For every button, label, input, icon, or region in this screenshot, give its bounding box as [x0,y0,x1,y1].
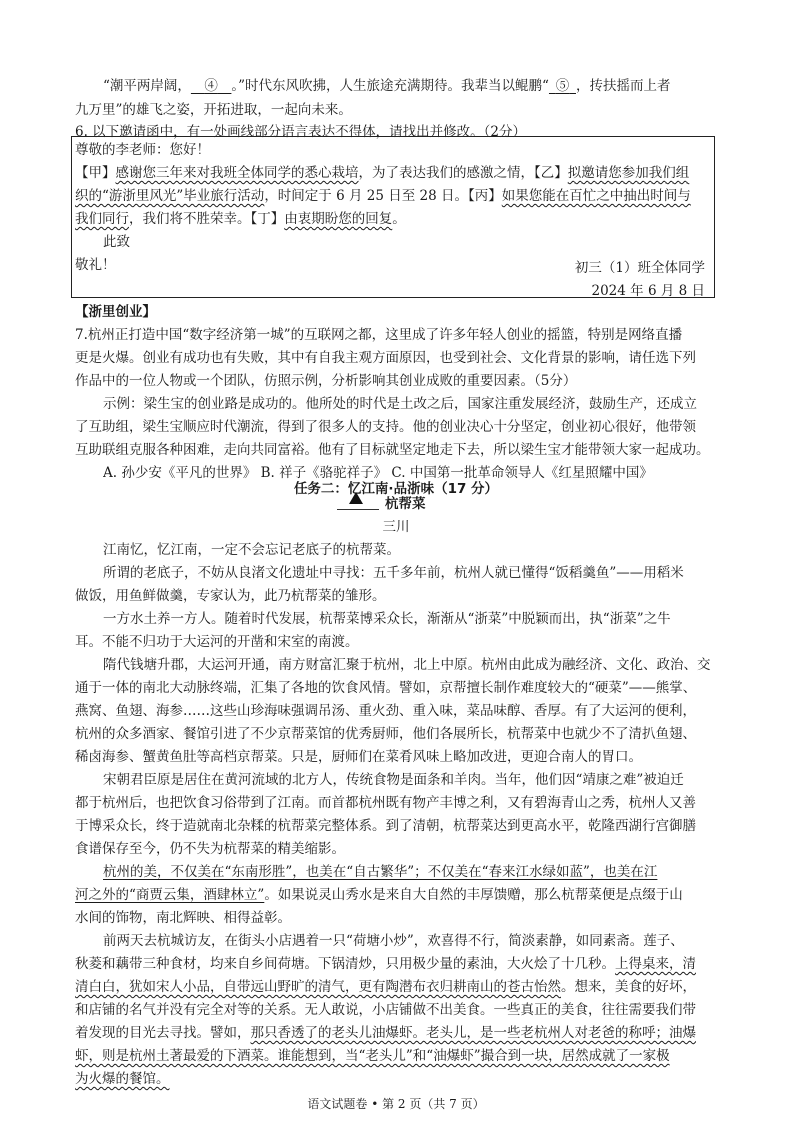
letter-closing-1: 此致 [103,234,130,250]
underlined-bing-cont: 我们同行 [75,211,129,227]
para-5-line-2: 都于杭州后，也把饮食习俗带到了江南。而首都杭州既有物产丰博之利，又有碧海青山之秀，杭州人又善 [75,795,696,811]
marker-jia: 【甲】 [75,165,116,181]
text-span: 。想来，美食的好坏， [561,979,696,995]
wavy-underlined-sentence: 上得桌来，清 [615,956,696,972]
q7-options: A. 孙少安《平凡的世界》 B. 祥子《骆驼祥子》 C. 中国第一批革命领导人《红星照耀中国》 [103,465,653,481]
text-span: 。如果说灵山秀水是来自大自然的丰厚馈赠，那么杭帮菜便是点缀于山 [264,887,683,903]
para-6-line-3: 水间的饰物，南北辉映、相得益彰。 [75,910,291,926]
para-4-line-5: 稀卤海参、蟹黄鱼肚等高档京帮菜。只是，厨师们在菜肴风味上略加改进，更迎合南人的胃口。 [75,749,642,765]
text-span: 秋菱和藕带三种食材，均来自乡间荷塘。下锅清炒，只用极少量的素油，大火烩了十几秒。 [75,956,615,972]
para-4-line-3: 燕窝、鱼翅、海参……这些山珍海味强调吊汤、重火劲、重入味，菜品味醇、香厚。有了大运河的便利， [75,703,696,719]
task2-title: 任务二：忆江南·品浙味（17 分） [293,481,499,497]
para-7-line-1: 前两天去杭城访友，在街头小店遇着一只“荷塘小炒”，欢喜得不行，简淡素静，如同素斋。莲子、 [103,933,684,949]
q7-line-3: 作品中的一位人物或一个团队，仿照示例，分析影响其创业成败的重要因素。（5分） [75,373,577,389]
q7-line-2: 更是火爆。创业有成功也有失败，其中有自我主观方面原因，也受到社会、文化背景的影响，请任选下列 [75,350,696,366]
underlined-jia: 感谢您三年来对我班全体同学的悉心栽培 [115,165,359,181]
section-header: 【浙里创业】 [75,304,156,320]
text-span: 。”时代东风吹拂，人生旅途充满期待。我辈当以鲲鹏“ [231,78,549,94]
para-7-line-4: 和店铺的名气并没有完全对等的关系。无人敢说，小店铺做不出美食。一些真正的美食，往往需要我们带 [75,1002,696,1018]
letter-date: 2024 年 6 月 8 日 [591,283,705,299]
marker-bing: 【丙】 [468,188,502,204]
q6-prompt: 6. 以下邀请函中，有一处画线部分语言表达不得体，请找出并修改。（2分） [75,124,527,140]
para-7-line-7 [75,1066,715,1092]
para-2-line-2: 做饭，用鱼鲜做羹，专家认为，此乃杭帮菜的雏形。 [75,588,386,604]
text-span: ，我们将不胜荣幸。 [129,211,251,227]
q5-line-1 [103,73,715,99]
title-blank-triangle-icon [349,492,363,504]
q7-example-2: 了互助组，梁生宝顺应时代潮流，得到了很多人的支持。他的创业决心十分坚定，创业初心很好，他带领 [75,419,696,435]
page-footer: 语文试题卷 • 第 2 页（共 7 页） [307,1097,485,1111]
article-author: 三川 [382,519,410,535]
wavy-underlined-passage-cont: 虾，则是杭州土著最爱的下酒菜。谁能想到，当“老头儿”和“油爆虾”撮合到一块，居然成就了一家极 [75,1048,670,1064]
para-1: 江南忆，忆江南，一定不会忘记老底子的杭帮菜。 [103,542,400,558]
article-title: 杭帮菜 [385,496,426,512]
text-span: “潮平两岸阔， [103,78,191,94]
underlined-sentence-cont: 河之外的“商贾云集，酒肆林立” [75,887,265,903]
marker-yi: 【乙】 [534,165,568,181]
blank-5-number: ⑤ [555,78,570,94]
title-blank-rule [337,509,379,510]
para-4-line-4: 杭州的众多酒家、餐馆引进了不少京帮菜馆的优秀厨师，他们各展所长，杭帮菜中也就少不了清扒鱼翅、 [75,726,696,742]
para-5-line-1: 宋朝君臣原是居住在黄河流域的北方人，传统食物是面条和羊肉。当年，他们因“靖康之难”被迫迁 [103,772,684,788]
q7-example-3: 互助联组克服各种困难，走向共同富裕。他有了目标就坚定地走下去，所以梁生宝才能带领大家一起成功。 [75,442,710,458]
underlined-yi-cont: 织的“游浙里风光”毕业旅行活动 [75,188,265,204]
blank-4-number: ④ [204,78,218,94]
text-span: ，为了表达我们的感激之情， [358,165,534,181]
letter-closing-2: 敬礼！ [75,257,116,273]
para-5-line-4: 食谱保存至今，仍不失为杭帮菜的精美缩影。 [75,841,345,857]
underlined-bing: 如果您能在百忙之中抽出时间与 [501,188,691,204]
para-3-line-1: 一方水土养一方人。随着时代发展，杭帮菜博采众长，渐渐从“浙菜”中脱颖而出，执“浙菜”之牛 [103,611,671,627]
letter-salutation: 尊敬的李老师：您好！ [75,142,210,158]
marker-ding: 【丁】 [250,211,285,227]
wavy-underlined-passage: 那只香透了的老头儿油爆虾。老头儿，是一些老杭州人对老爸的称呼；油爆 [250,1025,696,1041]
wavy-underlined-passage-end: 为火爆的餐馆。 [75,1071,170,1087]
para-5-line-3: 于博采众长，终于造就南北杂糅的杭帮菜完整体系。到了清朝，杭帮菜达到更高水平，乾隆西湖行宫御膳 [75,818,696,834]
para-3-line-2: 耳。不能不归功于大运河的开凿和宋室的南渡。 [75,634,359,650]
underlined-ding: 由衷期盼您的回复 [284,211,393,227]
text-span: 。 [392,211,406,227]
text-span: ，抟扶摇而上者 [575,78,671,94]
para-2-line-1: 所谓的老底子，不妨从良渚文化遗址中寻找：五千多年前，杭州人就已懂得“饭稻羹鱼”——用稻米 [103,565,684,581]
q7-example-1: 示例：梁生宝的创业路是成功的。他所处的时代是土改之后，国家注重发展经济，鼓励生产，还成立 [103,396,697,412]
underlined-yi: 拟邀请您参加我们组 [567,165,690,181]
wavy-underlined-sentence-cont: 清白白，犹如宋人小品，自带远山野旷的清气，更有陶潜布衣归耕南山的苍古怡然 [75,979,561,995]
letter-sender: 初三（1）班全体同学 [574,260,705,276]
q5-line-2: 九万里”的雄飞之姿，开拓进取，一起向未来。 [75,102,352,118]
blank-4 [191,78,232,94]
text-span: 着发现的目光去寻找。譬如， [75,1025,251,1041]
blank-5 [549,78,576,94]
underlined-sentence: 杭州的美，不仅美在“东南形胜”，也美在“自古繁华”；不仅美在“春来江水绿如蓝”，也美在江 [103,864,658,880]
text-span: ，时间定于 6 月 25 日至 28 日。 [264,188,469,204]
para-4-line-1: 隋代钱塘升郡，大运河开通，南方财富汇聚于杭州，北上中原。杭州由此成为融经济、文化、政治、交 [103,657,711,673]
para-4-line-2: 通于一体的南北大动脉终端，汇集了各地的饮食风情。譬如，京帮擅长制作难度较大的“硬菜”——熊掌、 [75,680,697,696]
q7-line-1: 7.杭州正打造中国“数字经济第一城”的互联网之都，这里成了许多年轻人创业的摇篮，特别是网络直播 [75,327,683,343]
